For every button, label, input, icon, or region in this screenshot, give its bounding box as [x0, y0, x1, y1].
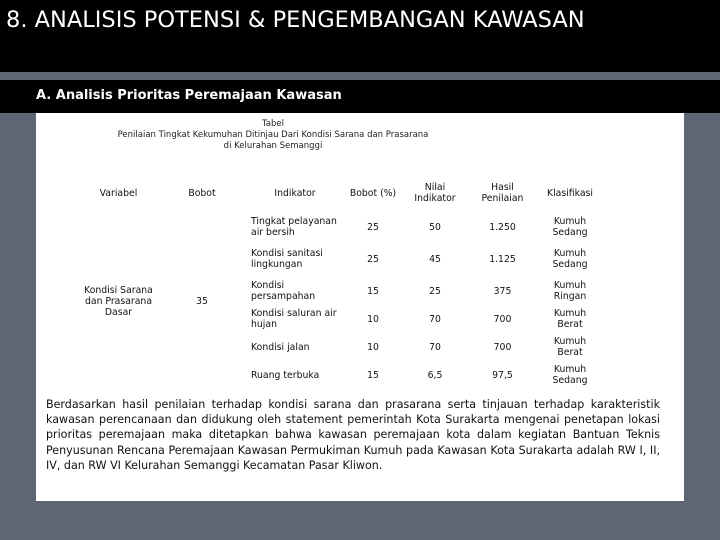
hasil-cell: 1.250: [489, 221, 516, 233]
header-nilai-indikator: Nilai Indikator: [414, 182, 456, 204]
conclusion-paragraph: Berdasarkan hasil penilaian terhadap kondisi sarana dan prasarana serta tinjauan terhadap karakteristik kawasan perencanaan dan didukung oleh statement pemerintah Kota Surakarta mengenai penetapan lokasi prioritas peremajaan maka ditetapkan bahwa kawasan peremajaan kota dalam kegiatan Bantuan Teknis Penyusunan Rencana Peremajaan Kawasan Permukiman Kumuh pada Kawasan Kota Surakarta adalah RW I, II, IV, dan RW VI Kelurahan Semanggi Kecamatan Pasar Kliwon.: [46, 398, 660, 472]
klasifikasi-cell: Kumuh Ringan: [553, 280, 587, 302]
caption-line-3: di Kelurahan Semanggi: [223, 141, 323, 151]
bobot-cell: 15: [367, 285, 379, 297]
bobot-cell: 25: [367, 221, 379, 233]
bobot-cell: 10: [367, 341, 379, 353]
header-bobot-persen: Bobot (%): [349, 187, 397, 199]
header-klasifikasi: Klasifikasi: [546, 187, 593, 199]
klasifikasi-cell: Kumuh Sedang: [552, 248, 588, 270]
hasil-cell: 700: [493, 313, 512, 325]
title-band: [0, 0, 720, 72]
bobot-cell: 10: [367, 313, 379, 325]
indikator-cell: Tingkat pelayanan air bersih: [251, 216, 337, 238]
klasifikasi-cell: Kumuh Sedang: [552, 364, 588, 386]
hasil-cell: 700: [493, 341, 512, 353]
header-bobot: Bobot: [188, 187, 216, 199]
nilai-cell: 6,5: [427, 369, 443, 381]
table-row: [80, 213, 602, 241]
klasifikasi-cell: Kumuh Berat: [553, 308, 587, 330]
header-variabel: Variabel: [99, 187, 138, 199]
nilai-cell: 70: [429, 313, 441, 325]
nilai-cell: 45: [429, 253, 441, 265]
assessment-table: [80, 173, 602, 389]
header-hasil-penilaian: Hasil Penilaian: [481, 182, 524, 204]
nilai-cell: 70: [429, 341, 441, 353]
header-indikator: Indikator: [274, 187, 316, 199]
indikator-cell: Ruang terbuka: [251, 369, 320, 381]
table-caption: [36, 119, 510, 152]
table-header-row: [80, 173, 602, 213]
indikator-cell: Kondisi sanitasi lingkungan: [251, 248, 323, 270]
bobot-cell: 15: [367, 369, 379, 381]
caption-line-2: Penilaian Tingkat Kekumuhan Ditinjau Dari Kondisi Sarana dan Prasarana: [117, 130, 429, 140]
bobot-cell: 25: [367, 253, 379, 265]
klasifikasi-cell: Kumuh Berat: [553, 336, 587, 358]
hasil-cell: 1.125: [489, 253, 516, 265]
caption-line-1: Tabel: [262, 119, 284, 129]
weight-cell: 35: [196, 295, 208, 307]
variable-cell: Kondisi Sarana dan Prasarana Dasar: [84, 284, 153, 318]
section-subtitle: A. Analisis Prioritas Peremajaan Kawasan: [36, 88, 342, 103]
slide-title: 8. ANALISIS POTENSI & PENGEMBANGAN KAWASAN: [6, 7, 585, 33]
hasil-cell: 375: [493, 285, 512, 297]
hasil-cell: 97,5: [492, 369, 513, 381]
subtitle-band: [0, 80, 720, 113]
nilai-cell: 50: [429, 221, 441, 233]
nilai-cell: 25: [429, 285, 441, 297]
klasifikasi-cell: Kumuh Sedang: [552, 216, 588, 238]
indikator-cell: Kondisi saluran air hujan: [251, 308, 337, 330]
indikator-cell: Kondisi jalan: [251, 341, 310, 353]
indikator-cell: Kondisi persampahan: [251, 280, 316, 302]
